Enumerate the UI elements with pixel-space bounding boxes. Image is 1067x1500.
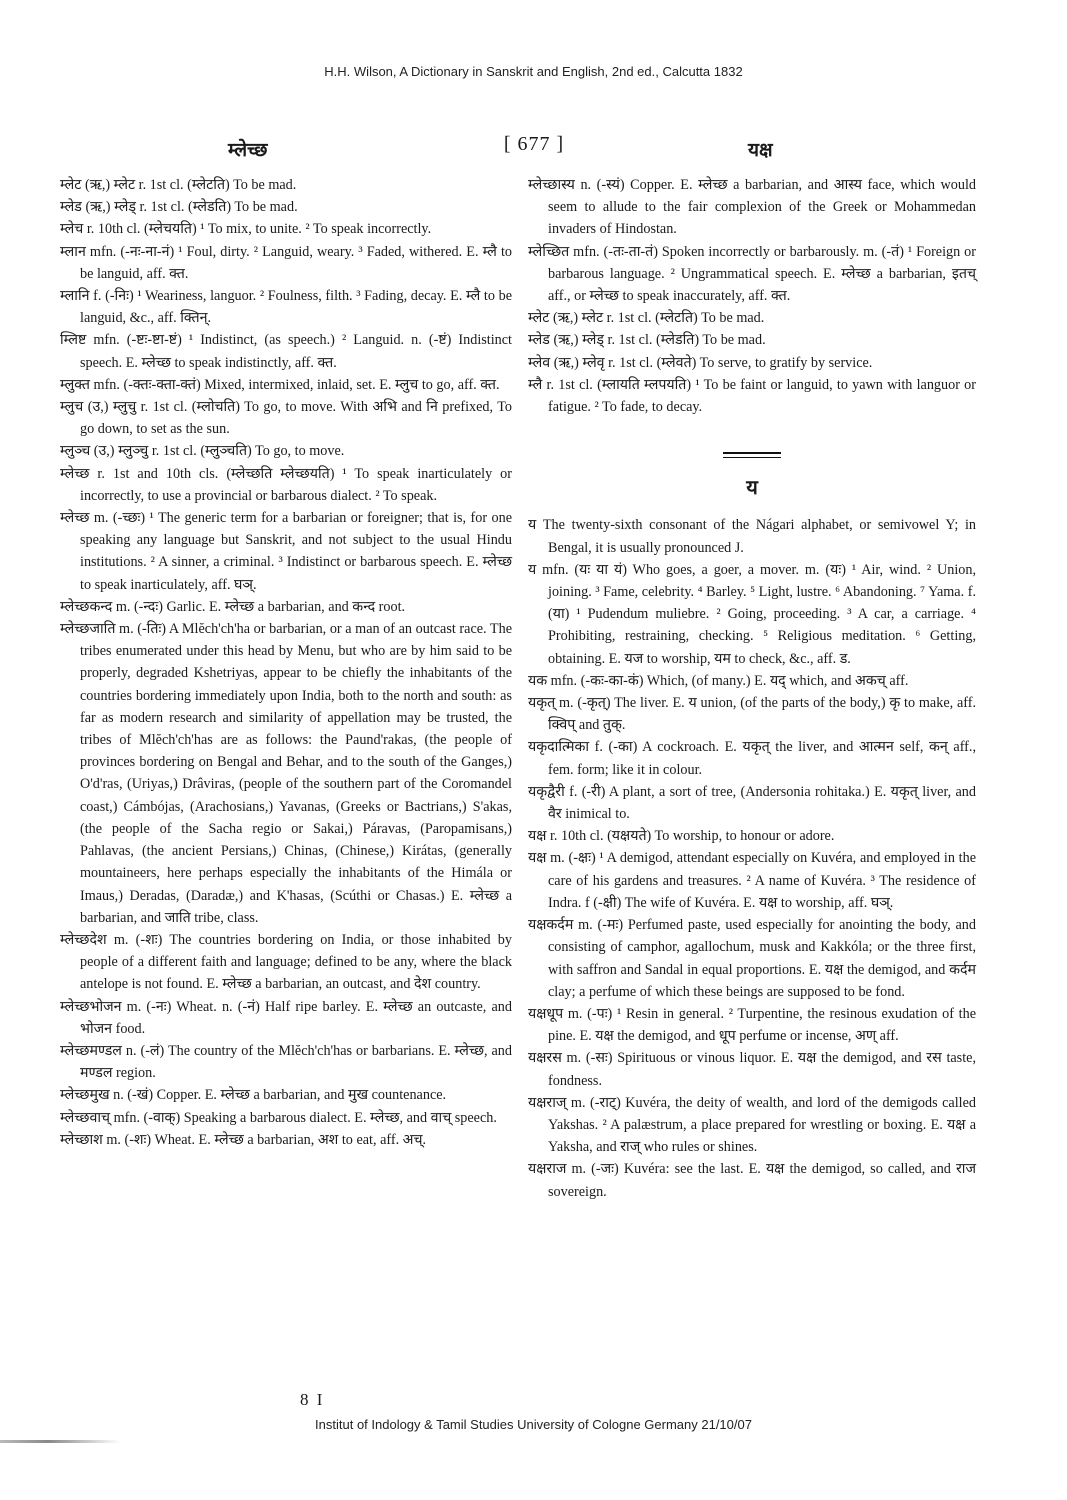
- dictionary-entry: म्लेट (ऋ,) म्लेट r. 1st cl. (म्लेटति) To be mad.: [60, 177, 297, 193]
- dictionary-entry: म्लेच्छाश m. (-शः) Wheat. E. म्लेच्छ a barbarian, अश to eat, aff. अच्.: [60, 1131, 427, 1148]
- dictionary-entry: म्लेच्छ m. (-च्छः) ¹ The generic term for a barbarian or foreigner; that is, for one speaking any language but Sanskrit, and not subject to the usual Hindu institutions. ² A sinner, a criminal. ³ Indistinct or barbarous speech. E. म्लेच्छ to speak inarticulately, aff. घञ्.: [60, 510, 512, 593]
- scan-artifact: [0, 1440, 120, 1443]
- footer-credit: Institut of Indology & Tamil Studies University of Cologne Germany 21/10/07: [315, 1417, 752, 1432]
- dictionary-entry: म्लै r. 1st cl. (म्लायति म्लपयति) ¹ To be faint or languid, to yawn with languor or fatigue. ² To fade, to decay.: [528, 376, 976, 416]
- section-letter: य: [746, 475, 758, 500]
- dictionary-entry: म्लेच्छमुख n. (-खं) Copper. E. म्लेच्छ a barbarian, and मुख countenance.: [60, 1087, 447, 1104]
- printer-signature: 8 I: [300, 1390, 325, 1409]
- dictionary-entry: म्लुक्त mfn. (-क्तः-क्ता-क्तं) Mixed, intermixed, inlaid, set. E. म्लुच to go, aff. क्त.: [60, 376, 500, 393]
- dictionary-entry: म्लेच्छवाच् mfn. (-वाक्) Speaking a barbarous dialect. E. म्लेच्छ, and वाच् speech.: [60, 1109, 497, 1126]
- dictionary-entry: म्लेड (ऋ,) म्लेड् r. 1st cl. (म्लेडति) To be mad.: [528, 332, 766, 349]
- dictionary-entry: म्लुच (उ,) म्लुचु r. 1st cl. (म्लोचति) To go, to move. With अभि and नि prefixed, To go down, to set as the sun.: [60, 399, 512, 438]
- dictionary-entry: म्लेच्छ r. 1st and 10th cls. (म्लेच्छति म्लेच्छयति) ¹ To speak inarticulately or incorrectly, to use a provincial or barbarous dialect. ² To speak.: [60, 465, 512, 504]
- dictionary-entry: म्लेच्छास्य n. (-स्यं) Copper. E. म्लेच्छ a barbarian, and आस्य face, which would seem to allude to the fair complexion of the Greek or Mohammedan invaders of Hindostan.: [528, 177, 976, 238]
- dictionary-entry: म्लेच्छकन्द m. (-न्दः) Garlic. E. म्लेच्छ a barbarian, and कन्द root.: [60, 598, 406, 615]
- dictionary-entry: म्लेव (ऋ,) म्लेवृ r. 1st cl. (म्लेवते) To serve, to gratify by service.: [528, 354, 873, 371]
- dictionary-entry: म्लेड (ऋ,) म्लेड् r. 1st cl. (म्लेडति) To be mad.: [60, 199, 298, 216]
- dictionary-entry: यक्षरस m. (-सः) Spirituous or vinous liquor. E. यक्ष the demigod, and रस taste, fondness.: [528, 1050, 976, 1089]
- right-column: [528, 174, 976, 1203]
- dictionary-entry: म्लेच्छित mfn. (-तः-ता-तं) Spoken incorrectly or barbarously. m. (-तं) ¹ Foreign or barbarous language. ² Ungrammatical speech. E. म्लेच्छ a barbarian, इतच् aff., or म्लेच्छ to speak inaccurately, aff. क्त.: [528, 243, 976, 305]
- dictionary-entry: म्लेट (ऋ,) म्लेट r. 1st cl. (म्लेटति) To be mad.: [528, 310, 765, 327]
- dictionary-entry: यक्ष m. (-क्षः) ¹ A demigod, attendant especially on Kuvéra, and employed in the care of his gardens and treasures. ² A name of Kuvéra. ³ The residence of Indra. f (-क्षी) The wife of Kuvéra. E. यक्ष to worship, aff. घञ्.: [528, 850, 976, 911]
- dictionary-entry: यक्षराज् m. (-राट्) Kuvéra, the deity of wealth, and lord of the demigods called Yakshas. ² A palæstrum, a place prepared for wrestling or boxing. E. यक्ष a Yaksha, and राज् who rules or shines.: [528, 1094, 976, 1156]
- dictionary-entry: म्लिष्ट mfn. (-ष्टः-ष्टा-ष्टं) ¹ Indistinct, (as speech.) ² Languid. n. (-ष्टं) Indistinct speech. E. म्लेच्छ to speak indistinctly, aff. क्त.: [60, 332, 512, 371]
- running-head-left: म्लेच्छ: [228, 139, 268, 161]
- dictionary-entry: म्लेच्छजाति m. (-तिः) A Mlĕch'ch'ha or barbarian, or a man of an outcast race. The tribes enumerated under this head by Menu, but who are by him said to be properly, degraded Kshetriyas, appear to be chiefly the inhabitants of the countries bordering immediately upon India, both to the north and south: as far as modern research and similarity of appellation may be trusted, the tribes of Mlĕch'ch'has are as follows: the Paund'rakas, (the people of provinces bordering on Bengal and Behar, and to the south of the Ganges,) O'd'ras, (Uriyas,) Drâviras, (people of the southern part of the Coromandel coast,) Cámbójas, (Arachosians,) Yavanas, (Greeks or Bactrians,) S'akas, (the people of the Sacha regio or Sakai,) Páravas, (Paropamisans,) Pahlavas, (the ancient Persians,) Chinas, (Chinese,) Kirátas, (generally mountaineers, here perhaps especially the inhabitants of the Himála or Imaus,) Deradas, (Daradæ,) and K'hasas, (Scúthi or Chasas.) E. म्लेच्छ a barbarian, and जाति tribe, class.: [60, 621, 512, 926]
- dictionary-entry: य The twenty-sixth consonant of the Nágari alphabet, or semivowel Y; in Bengal, it is usually pronounced J.: [528, 517, 976, 556]
- dictionary-entry: यकृदात्मिका f. (-का) A cockroach. E. यकृत् the liver, and आत्मन self, कन् aff., fem. form; like it in colour.: [528, 739, 976, 778]
- dictionary-entry: म्लेच r. 10th cl. (म्लेचयति) ¹ To mix, to unite. ² To speak incorrectly.: [60, 221, 432, 238]
- dictionary-entry: यक्ष r. 10th cl. (यक्षयते) To worship, to honour or adore.: [528, 828, 835, 845]
- dictionary-entry: म्लेच्छदेश m. (-शः) The countries bordering on India, or those inhabited by people of a different faith and language; defined to be any, where the black antelope is not found. E. म्लेच्छ a barbarian, an outcast, and देश country.: [60, 931, 512, 993]
- dictionary-entry: य mfn. (यः या यं) Who goes, a goer, a mover. m. (यः) ¹ Air, wind. ² Union, joining. ³ Fame, celebrity. ⁴ Barley. ⁵ Light, lustre. ⁶ Abandoning. ⁷ Yama. f. (या) ¹ Pudendum muliebre. ² Going, proceeding. ³ A car, a carriage. ⁴ Prohibiting, restraining, checking. ⁵ Religious meditation. ⁶ Getting, obtaining. E. यज to worship, यम to check, &c., aff. ड.: [528, 561, 976, 667]
- dictionary-entry: म्लुञ्च (उ,) म्लुञ्चु r. 1st cl. (म्लुञ्चति) To go, to move.: [60, 443, 345, 460]
- dictionary-entry: यक्षकर्दम m. (-मः) Perfumed paste, used especially for anointing the body, and consisting of camphor, agallochum, musk and Kakkóla; or the three first, with saffron and Sandal in equal proportions. E. यक्ष the demigod, and कर्दम clay; a perfume of which these beings are supposed to be fond.: [528, 917, 976, 1000]
- running-head-right: यक्ष: [748, 139, 773, 161]
- dictionary-entry: म्लान mfn. (-नः-ना-नं) ¹ Foul, dirty. ² Languid, weary. ³ Faded, withered. E. म्लै to be languid, aff. क्त.: [60, 243, 512, 282]
- section-divider: [723, 452, 781, 458]
- dictionary-entry: यकृद्वैरी f. (-री) A plant, a sort of tree, (Andersonia rohitaka.) E. यकृत् liver, and वैर inimical to.: [528, 783, 976, 823]
- source-header: H.H. Wilson, A Dictionary in Sanskrit and English, 2nd ed., Calcutta 1832: [324, 64, 743, 79]
- dictionary-entry: म्लेच्छमण्डल n. (-लं) The country of the Mlĕch'ch'has or barbarians. E. म्लेच्छ, and मण्डल region.: [60, 1042, 512, 1082]
- dictionary-entry: यक्षराज m. (-जः) Kuvéra: see the last. E. यक्ष the demigod, so called, and राज sovereign.: [528, 1161, 976, 1200]
- page-number: [ 677 ]: [503, 133, 565, 155]
- dictionary-entry: यक mfn. (-कः-का-कं) Which, (of many.) E. यद् which, and अकच् aff.: [528, 672, 909, 689]
- dictionary-entry: यक्षधूप m. (-पः) ¹ Resin in general. ² Turpentine, the resinous exudation of the pine. E. यक्ष the demigod, and धूप perfume or incense, अण् aff.: [528, 1005, 976, 1045]
- dictionary-entry: म्लानि f. (-निः) ¹ Weariness, languor. ² Foulness, filth. ³ Fading, decay. E. म्लै to be languid, &c., aff. क्तिन्.: [60, 288, 512, 327]
- dictionary-entry: म्लेच्छभोजन m. (-नः) Wheat. n. (-नं) Half ripe barley. E. म्लेच्छ an outcaste, and भोजन food.: [60, 998, 512, 1037]
- left-column: [60, 174, 512, 1151]
- dictionary-entry: यकृत् m. (-कृत्) The liver. E. य union, (of the parts of the body,) कृ to make, aff. क्विप् and तुक्.: [528, 695, 976, 734]
